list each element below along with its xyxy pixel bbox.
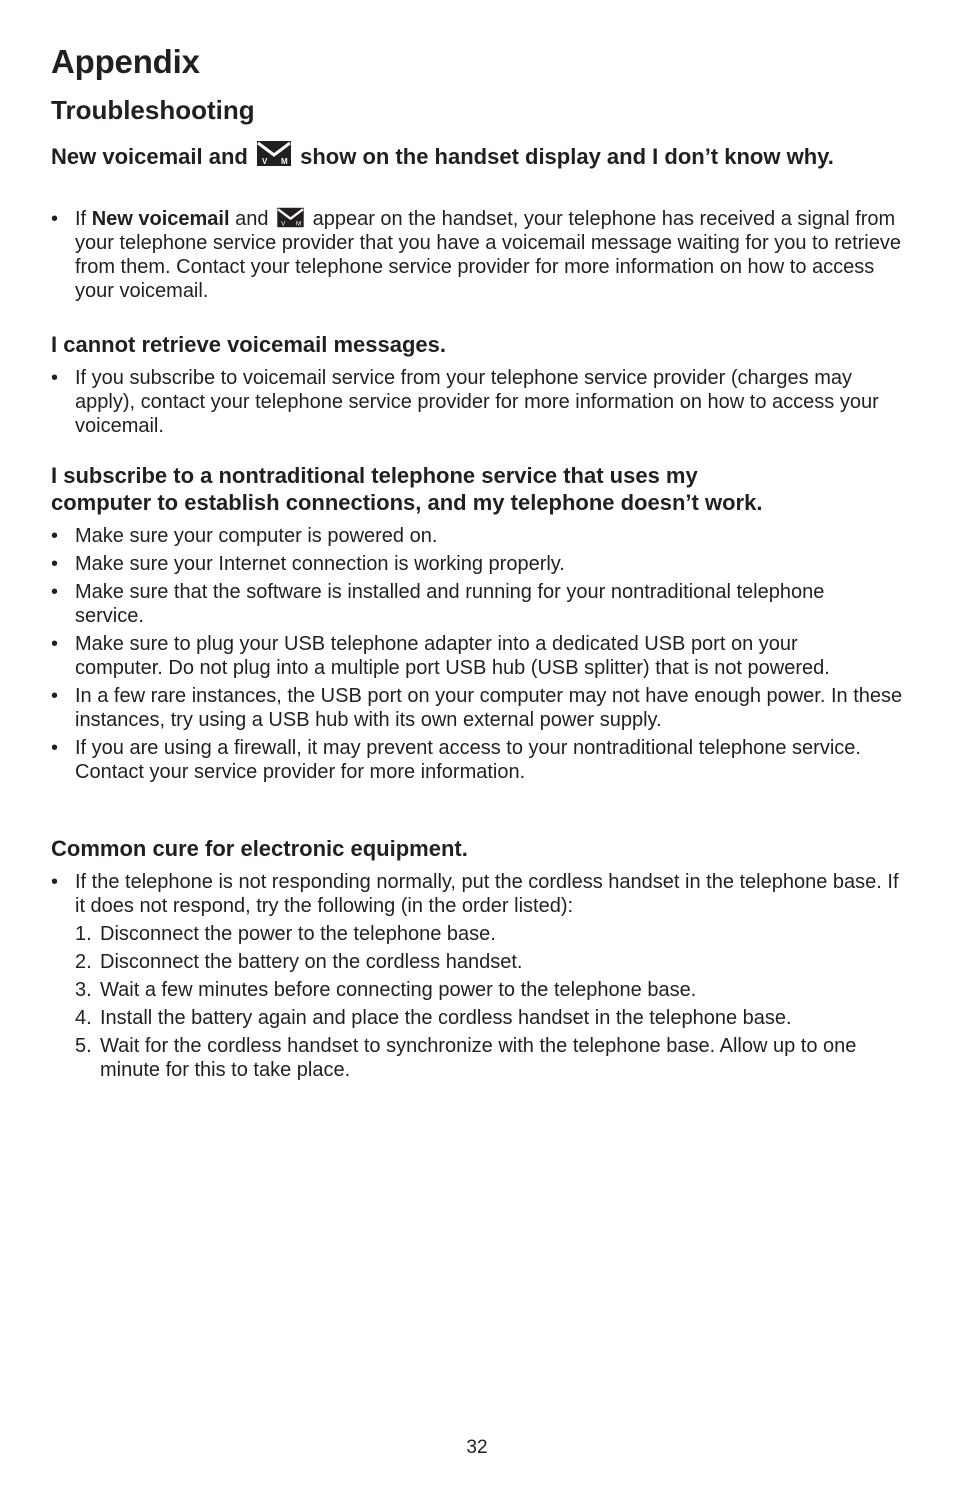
bold-term: New voicemail (91, 208, 230, 230)
page-title: Appendix (51, 43, 200, 80)
list-item: • If you subscribe to voicemail service from your telephone service provider (charges may apply), contact your telephone service provider for more information on how to access your voicemail. (51, 366, 911, 438)
list-item: • If the telephone is not responding normally, put the cordless handset in the telephone base. If it does not respond, try the following (in the order listed): 1. Disconnect the power to the telephone base. 2. Disconnect the battery on the cordless handset. 3. Wait a few minutes before connecting power to the telephone base. 4. Install the battery again and place the cordless handset in the telephone base. 5. Wait for the cordless handset to synchronize with the telephone base. Allow up to one minute for this to take place. (51, 870, 911, 1082)
svg-text:M: M (295, 220, 302, 228)
question-nontraditional-service: I subscribe to a nontraditional telephone service that uses my computer to establish connections, and my telephone doesn’t work. (51, 463, 763, 515)
step-item: 2. Disconnect the battery on the cordless handset. (75, 951, 523, 973)
svg-text:V: V (261, 157, 268, 166)
voicemail-icon (256, 140, 292, 167)
svg-text:V: V (281, 220, 286, 228)
bullet-list (51, 366, 911, 442)
list-item: • Make sure your Internet connection is working properly. (51, 552, 911, 576)
list-item: • If New voicemail and V M appear on the handset, your telephone has received a signal from your telephone service provider that you have a voicemail message waiting for you to retrieve from them. Contact your telephone service provider for more information on how to access your voicemail. (51, 207, 911, 303)
question-text: show on the handset display and I don’t know why. (300, 144, 834, 169)
numbered-steps (75, 922, 911, 1082)
list-item: • Make sure to plug your USB telephone adapter into a dedicated USB port on your computer. Do not plug into a multiple port USB hub (USB splitter) that is not powered. (51, 632, 855, 680)
voicemail-icon (276, 207, 305, 228)
question-cannot-retrieve: I cannot retrieve voicemail messages. (51, 332, 446, 357)
step-item: 1. Disconnect the power to the telephone base. (75, 923, 496, 945)
step-item: 4. Install the battery again and place the cordless handset in the telephone base. (75, 1007, 792, 1029)
question-new-voicemail (51, 140, 851, 172)
list-item: • If you are using a firewall, it may prevent access to your nontraditional telephone service. Contact your service provider for more information. (51, 736, 911, 784)
step-item: 3. Wait a few minutes before connecting power to the telephone base. (75, 979, 697, 1001)
question-common-cure: Common cure for electronic equipment. (51, 836, 468, 861)
question-text: New voicemail and (51, 144, 248, 169)
svg-text:M: M (280, 157, 288, 166)
page-number: 32 (466, 1437, 488, 1458)
bullet-list (51, 870, 911, 1086)
list-item: • In a few rare instances, the USB port on your computer may not have enough power. In these instances, try using a USB hub with its own external power supply. (51, 684, 911, 732)
list-item: • Make sure your computer is powered on. (51, 524, 911, 548)
bullet-list (51, 207, 911, 307)
step-item: 5. Wait for the cordless handset to synchronize with the telephone base. Allow up to one minute for this to take place. (75, 1035, 857, 1081)
bullet-list (51, 524, 911, 788)
list-item: • Make sure that the software is installed and running for your nontraditional telephone service. (51, 580, 855, 628)
section-title: Troubleshooting (51, 95, 255, 125)
